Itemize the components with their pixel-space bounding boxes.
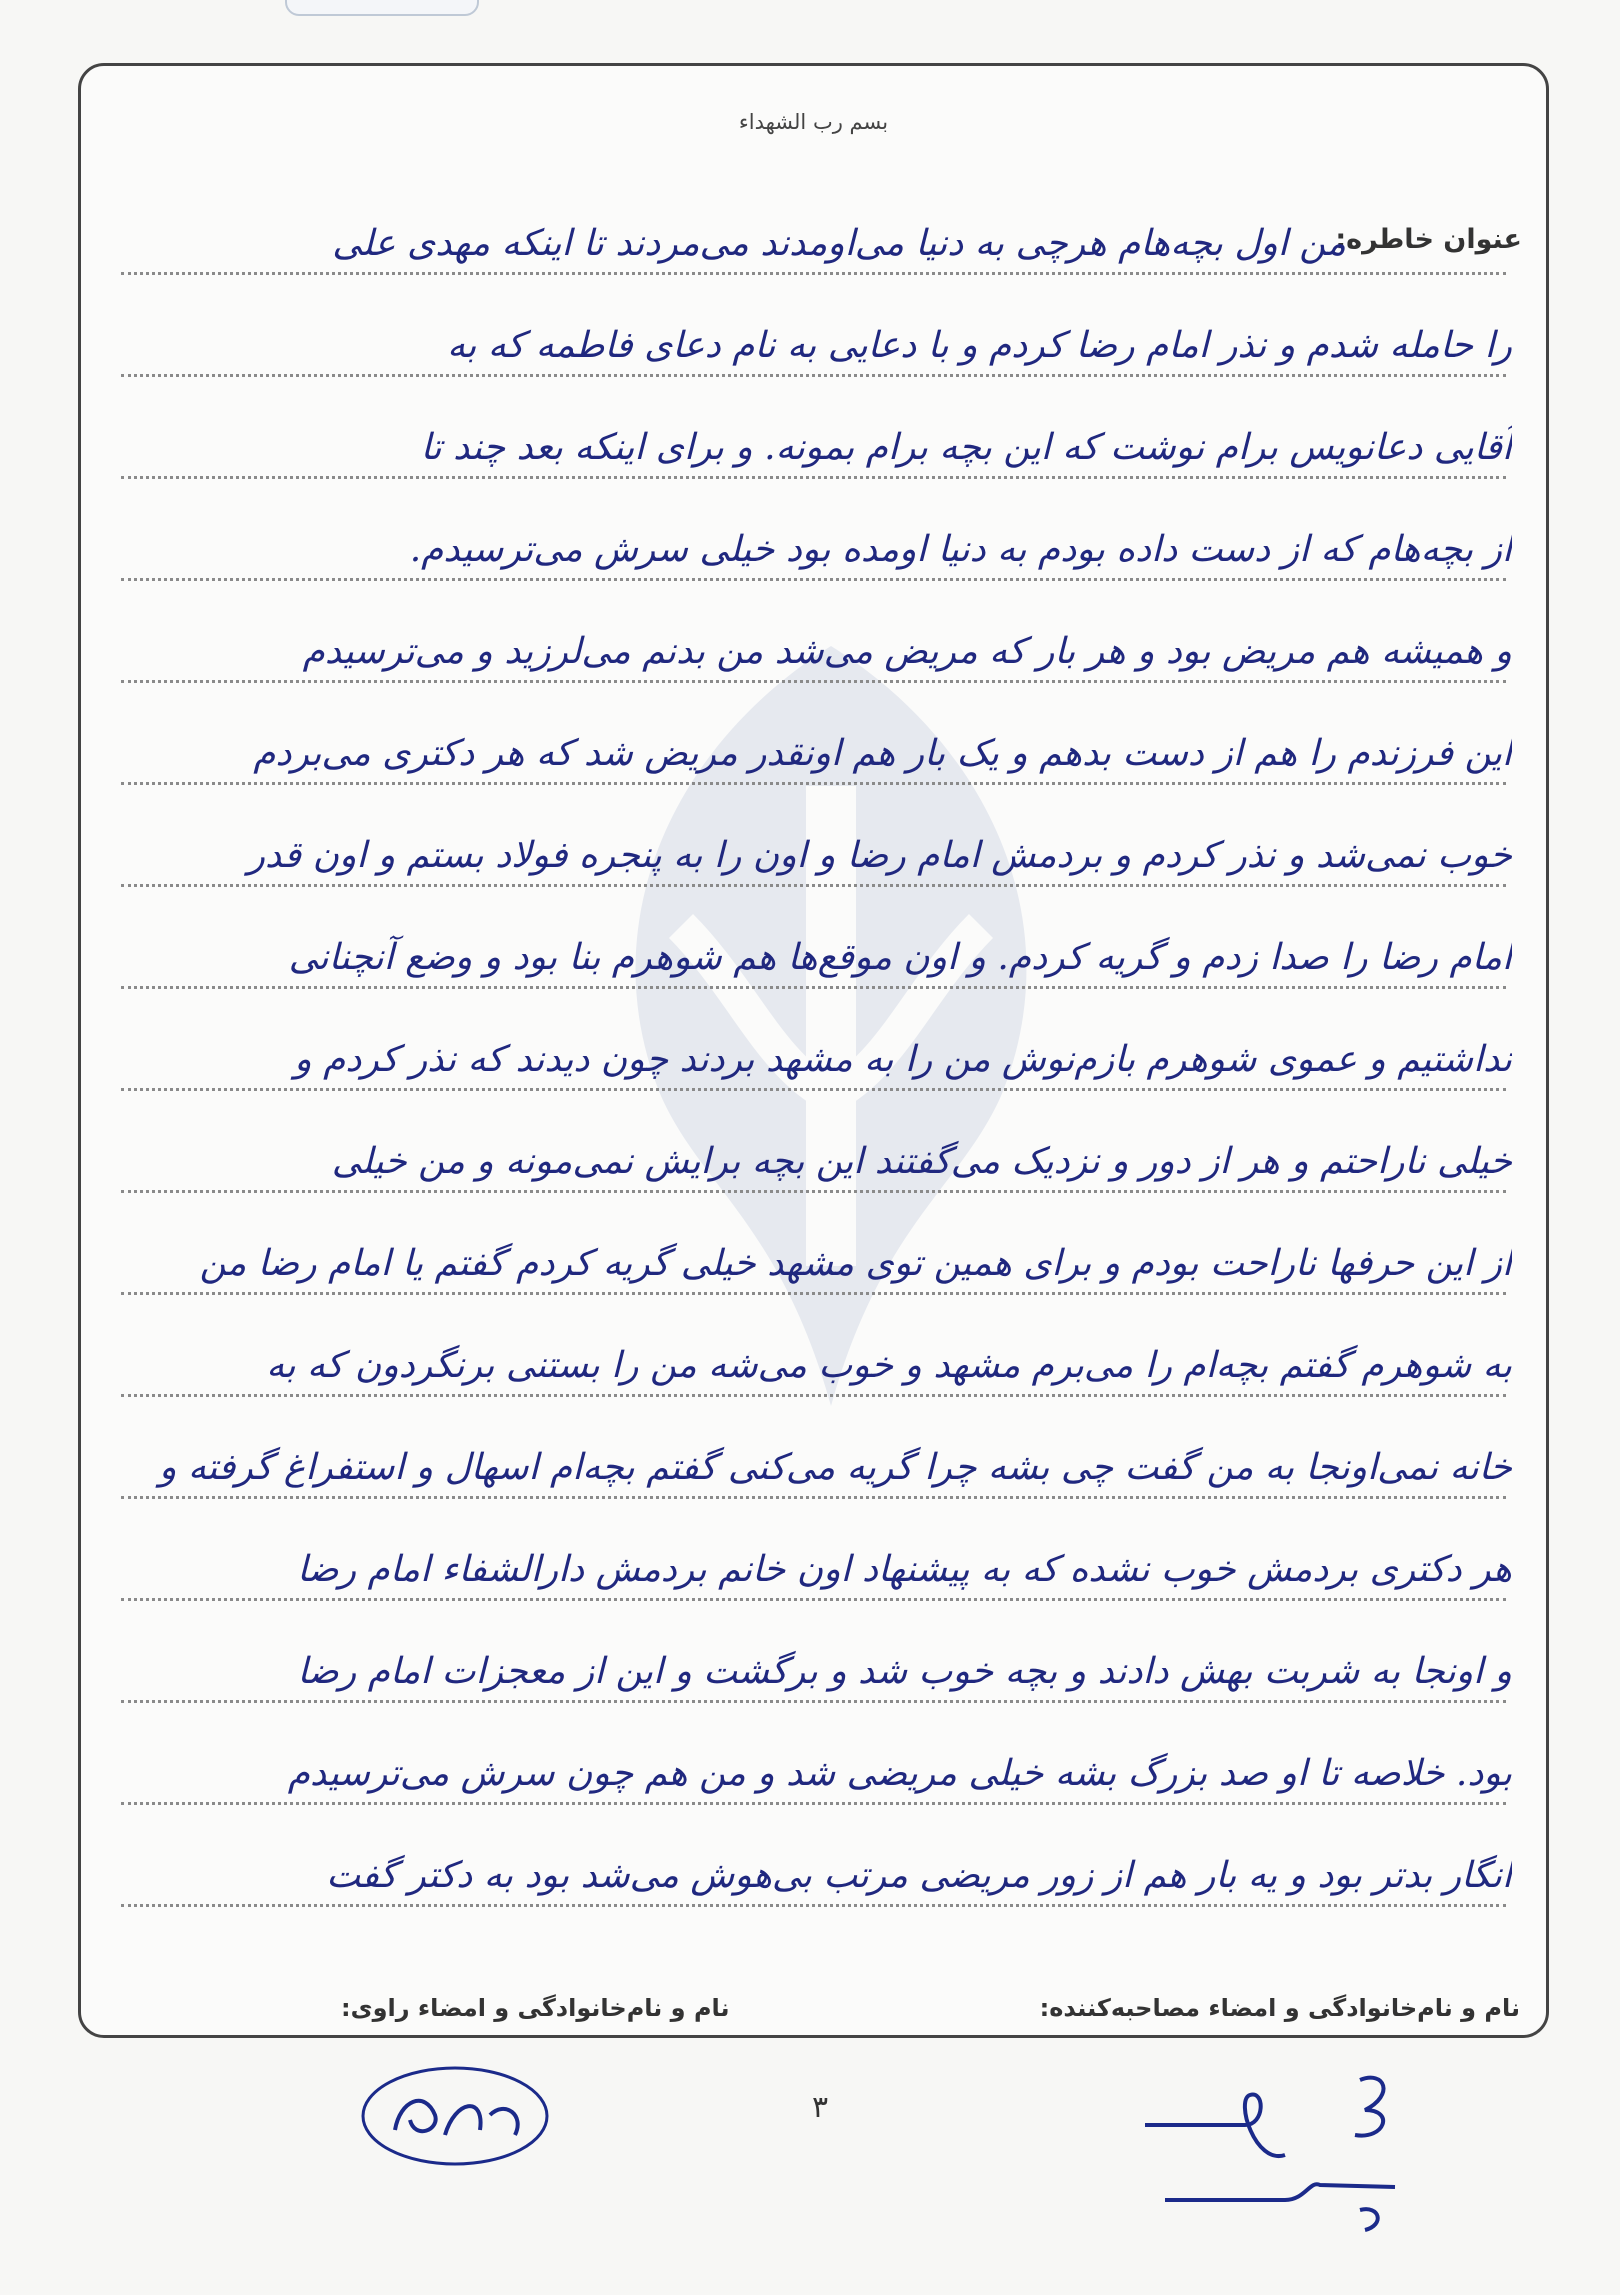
narrator-signature-label: نام و نام‌خانوادگی و امضاء راوی: bbox=[341, 1994, 730, 2022]
memoir-line: خوب نمی‌شد و نذر کردم و بردمش امام رضا و اون را به پنجره فولاد بستم و اون قدر bbox=[247, 835, 1512, 876]
interviewer-signature-label: نام و نام‌خانوادگی و امضاء مصاحبه‌کننده: bbox=[1039, 1994, 1520, 2022]
memoir-line: امام رضا را صدا زدم و گریه کردم. و اون موقع‌ها هم شوهرم بنا بود و وضع آنچنانی bbox=[288, 937, 1512, 978]
memoir-line: به شوهرم گفتم بچه‌ام را می‌برم مشهد و خوب می‌شه من را بستنی برنگردون که به bbox=[266, 1345, 1512, 1386]
page-number: ۳ bbox=[811, 2090, 829, 2125]
memoir-line: و همیشه هم مریض بود و هر بار که مریض می‌شد من بدنم می‌لرزید و می‌ترسیدم bbox=[302, 631, 1512, 672]
memoir-line: را حامله شدم و نذر امام رضا کردم و با دعایی به نام دعای فاطمه که به bbox=[447, 325, 1512, 366]
memoir-form bbox=[78, 63, 1549, 2038]
memoir-line: این فرزندم را هم از دست بدهم و یک بار هم اونقدر مریض شد که هر دکتری می‌بردم bbox=[253, 733, 1512, 774]
memoir-line: خانه نمی‌اونجا به من گفت چی بشه چرا گریه می‌کنی گفتم بچه‌ام اسهال و استفراغ گرفته و bbox=[159, 1447, 1512, 1488]
memoir-line: نداشتیم و عموی شوهرم بازم‌نوش من را به مشهد بردند چون دیدند که نذر کردم و bbox=[294, 1039, 1512, 1080]
memoir-line: آقایی دعانویس برام نوشت که این بچه برام بمونه. و برای اینکه بعد چند تا bbox=[420, 427, 1512, 468]
interviewer-signature bbox=[1135, 2065, 1475, 2265]
top-tab-outline bbox=[285, 0, 479, 16]
memoir-line: هر دکتری بردمش خوب نشده که به پیشنهاد اون خانم بردمش دارالشفاء امام رضا bbox=[297, 1549, 1512, 1590]
memoir-line: بود. خلاصه تا او صد بزرگ بشه خیلی مریضی شد و من هم چون سرش می‌ترسیدم bbox=[287, 1753, 1512, 1794]
memoir-title-label: عنوان خاطره: bbox=[1335, 224, 1522, 255]
memoir-line: و اونجا به شربت بهش دادند و بچه خوب شد و برگشت و این از معجزات امام رضا bbox=[297, 1651, 1512, 1692]
basmala-header: بسم رب الشهداء bbox=[738, 110, 889, 134]
memoir-line: خیلی ناراحتم و هر از دور و نزدیک می‌گفتند این بچه برایش نمی‌مونه و من خیلی bbox=[331, 1141, 1512, 1182]
memoir-line: از این حرفها ناراحت بودم و برای همین توی مشهد خیلی گریه کردم گفتم یا امام رضا من bbox=[199, 1243, 1512, 1284]
memoir-line: انگار بدتر بود و یه بار هم از زور مریضی مرتب بی‌هوش می‌شد بود به دکتر گفت bbox=[326, 1855, 1512, 1896]
memoir-line: من اول بچه‌هام هرچی به دنیا می‌اومدند می‌مردند تا اینکه مهدی علی bbox=[332, 223, 1346, 264]
narrator-signature bbox=[355, 2060, 565, 2175]
memoir-line: از بچه‌هام که از دست داده بودم به دنیا اومده بود خیلی سرش می‌ترسیدم. bbox=[409, 529, 1512, 570]
